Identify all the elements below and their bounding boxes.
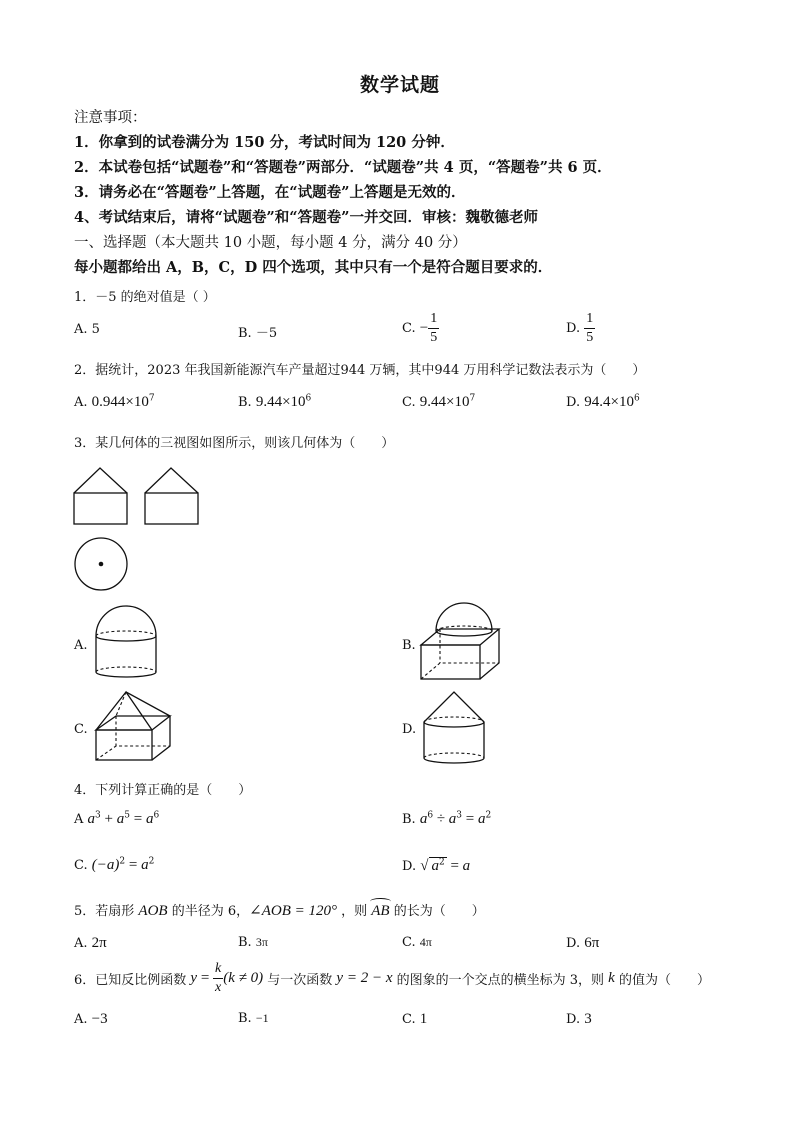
- question-5-stem: 5．若扇形 AOB 的半径为 6，∠AOB = 120° ，则 AB 的长为（ ）: [74, 903, 485, 919]
- q3-option-a-figure: [92, 604, 162, 684]
- q5-option-c: C. 4π: [402, 935, 432, 950]
- q3-option-d-figure: [420, 690, 490, 770]
- q3-option-b-figure: [418, 598, 508, 688]
- q5-option-a: A. 2π: [74, 935, 107, 951]
- q6-option-b: B. −1: [238, 1011, 269, 1026]
- q3-option-c-figure: [92, 688, 182, 768]
- q4-option-b: B. $a^6 \div a^3 = a^2$: [402, 810, 492, 827]
- notice-item-1: 1．你拿到的试卷满分为 150 分，考试时间为 120 分钟．: [74, 134, 455, 151]
- q6-option-c: C. 1: [402, 1011, 428, 1027]
- q1-option-a: A. 5: [74, 322, 100, 337]
- notice-item-2: 2．本试卷包括“试题卷”和“答题卷”两部分．“试题卷”共 4 页，“答题卷”共 6 页．: [74, 159, 612, 176]
- top-view-figure: [72, 536, 132, 596]
- section-heading: 一、选择题（本大题共 10 小题，每小题 4 分，满分 40 分）: [74, 235, 467, 251]
- q2-option-d: D. $94.4\times 10^6$: [566, 393, 640, 410]
- q6-option-d: D. 3: [566, 1011, 592, 1027]
- question-3-stem: 3．某几何体的三视图如图所示，则该几何体为（ ）: [74, 436, 395, 451]
- q2-option-b: B. $9.44\times 10^6$: [238, 393, 312, 410]
- q1-option-b: B. －5: [238, 326, 278, 341]
- notice-heading: 注意事项：: [74, 110, 147, 126]
- q2-option-c: C. $9.44\times 10^7$: [402, 393, 476, 410]
- q5-option-b: B. 3π: [238, 935, 268, 950]
- front-view-figure: [72, 466, 134, 528]
- side-view-figure: [143, 466, 205, 528]
- q5-option-d: D. 6π: [566, 935, 600, 951]
- q6-option-a: A. −3: [74, 1011, 108, 1027]
- question-2-stem: 2．据统计，2023 年我国新能源汽车产量超过944 万辆，其中944 万用科学记数法表示为（ ）: [74, 363, 646, 378]
- q1-option-c: C. − $\frac{1}{5}$: [402, 311, 438, 345]
- q3-option-d-label: D.: [402, 722, 417, 737]
- question-6-stem: 6．已知反比例函数 y = $\frac{k}{x}$ (k ≠ 0) 与一次函数 y = 2 − x 的图象的一个交点的横坐标为 3，则 k 的值为（ ）: [74, 961, 710, 995]
- question-4-stem: 4．下列计算正确的是（ ）: [74, 783, 252, 798]
- q4-option-c: C. $(-a)^2 = a^2$: [74, 856, 155, 873]
- q4-option-a: A $a^3 + a^5 = a^6$: [74, 810, 160, 827]
- q4-option-d: D. √ $a^2 = a$: [402, 857, 471, 874]
- notice-item-3: 3．请务必在“答题卷”上答题，在“试题卷”上答题是无效的．: [74, 184, 466, 201]
- section-instruction: 每小题都给出 A，B，C，D 四个选项，其中只有一个是符合题目要求的．: [74, 259, 553, 276]
- q2-option-a: A. $0.944\times 10^7$: [74, 393, 155, 410]
- q3-option-a-label: A.: [74, 638, 88, 653]
- q3-option-b-label: B.: [402, 638, 416, 653]
- page-title: 数学试题: [359, 74, 440, 96]
- q1-option-d: D. $\frac{1}{5}$: [566, 311, 594, 345]
- notice-item-4: 4、考试结束后，请将“试题卷”和“答题卷”一并交回．审核：魏敬德老师: [74, 209, 538, 226]
- question-1-stem: 1．－5 的绝对值是（ ）: [74, 290, 216, 305]
- q3-option-c-label: C.: [74, 722, 88, 737]
